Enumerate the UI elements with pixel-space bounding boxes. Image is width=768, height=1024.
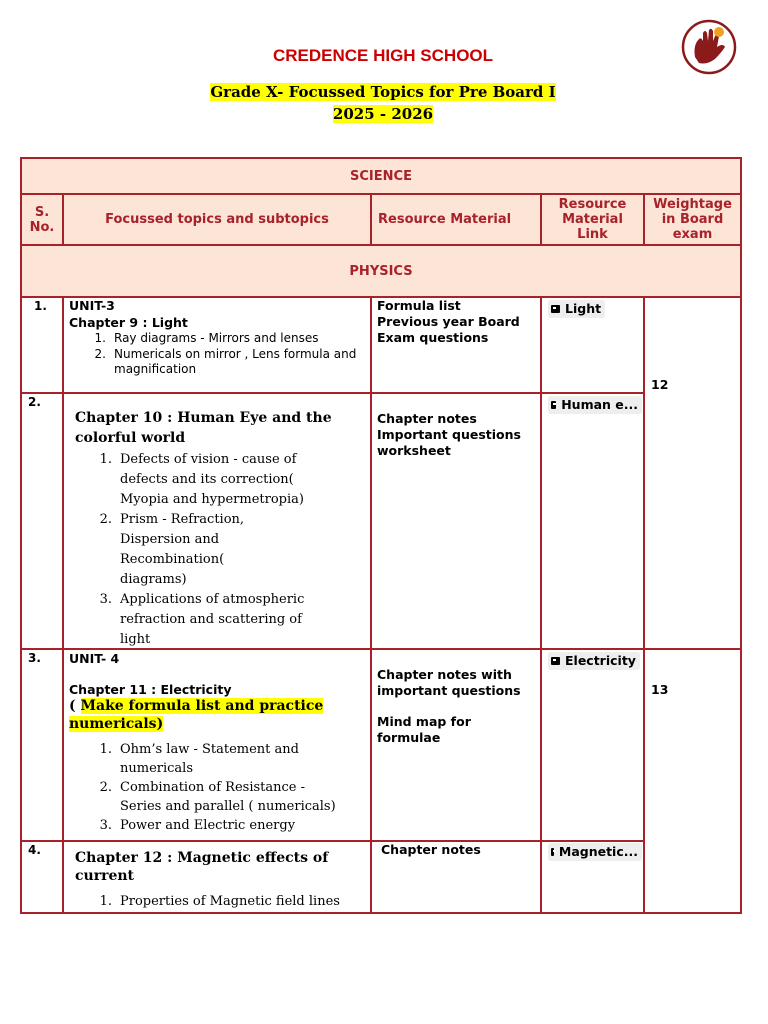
row-3-link-cell (540, 648, 645, 842)
row-1-chapter: Chapter 9 : Light (69, 315, 188, 330)
document-title: Grade X- Focussed Topics for Pre Board I (210, 83, 556, 101)
link-chip-label: Human e... (561, 397, 638, 412)
row-3-topic-list (94, 740, 344, 835)
link-chip-magnetic[interactable] (548, 843, 642, 861)
file-chip-icon (551, 657, 560, 665)
school-name: CREDENCE HIGH SCHOOL (272, 46, 494, 65)
list-item: 1. Ray diagrams - Mirrors and lenses (94, 331, 319, 345)
row-4-chapter: Chapter 12 : Magnetic effects of current (75, 850, 329, 884)
file-chip-icon (551, 305, 560, 313)
link-chip-label: Light (565, 301, 602, 316)
list-item: 1. Ohm’s law - Statement and numericals (99, 742, 299, 776)
row-1-sno: 1. (34, 299, 47, 313)
col-header-topics: Focussed topics and subtopics (62, 193, 372, 246)
col-header-resource: Resource Material (370, 193, 542, 246)
row-1-link-cell (540, 296, 645, 394)
weightage-cell-12 (643, 296, 742, 650)
row-2-chapter: Chapter 10 : Human Eye and the colorful world (75, 410, 332, 446)
row-2-topics-cell (62, 392, 372, 650)
academic-year: 2025 - 2026 (332, 105, 434, 123)
file-chip-icon (551, 848, 554, 856)
row-1-unit: UNIT-3 (69, 298, 115, 313)
col-header-link-label: Resource Material Link (558, 197, 627, 242)
row-3-chapter: Chapter 11 : Electricity (69, 682, 232, 697)
row-2-topic-list (94, 450, 324, 650)
link-chip-human-eye[interactable] (548, 396, 642, 414)
list-item: 2. Combination of Resistance - Series and parallel ( numericals) (99, 780, 336, 814)
subject-header: SCIENCE (20, 157, 742, 195)
row-2-link-cell (540, 392, 645, 650)
row-3-note: ( Make formula list and practice numericals) (69, 698, 324, 732)
link-chip-label: Electricity (565, 653, 636, 668)
row-4-resource: Chapter notes (381, 842, 481, 857)
file-chip-icon (551, 401, 556, 409)
row-4-sno: 4. (28, 843, 41, 857)
link-chip-electricity[interactable] (548, 652, 640, 670)
row-1-sno-cell (20, 296, 64, 394)
col-header-weightage-label: Weightage in Board exam (653, 197, 732, 242)
col-header-sno-label: S. No. (29, 204, 55, 235)
row-1-resource-cell (370, 296, 542, 394)
row-3-resource-cell (370, 648, 542, 842)
weightage-cell-13 (643, 648, 742, 914)
row-3-sno: 3. (28, 651, 41, 665)
weightage-value: 13 (651, 682, 669, 697)
link-chip-label: Magnetic... (558, 844, 638, 859)
list-item: 3. Applications of atmospheric refraction and scattering of light (99, 592, 305, 647)
section-header-physics: PHYSICS (20, 244, 742, 298)
list-item: 2. Numericals on mirror , Lens formula and magnification (94, 346, 357, 376)
row-3-resource: Chapter notes with important questions Mind map for formulae (377, 667, 521, 745)
row-4-topics-cell (62, 840, 372, 914)
row-1-topic-list (90, 331, 360, 378)
col-header-sno (20, 193, 64, 246)
school-logo-icon (681, 19, 737, 75)
row-2-sno-cell (20, 392, 64, 650)
list-item: 1. Defects of vision - cause of defects and its correction( Myopia and hypermetropia) (99, 452, 304, 507)
row-2-resource-cell (370, 392, 542, 650)
weightage-value: 12 (651, 377, 669, 392)
row-4-link-cell (540, 840, 645, 914)
link-chip-light[interactable] (548, 300, 605, 318)
row-2-sno: 2. (28, 395, 41, 409)
list-item: 2. Prism - Refraction, Dispersion and Recombination( diagrams) (99, 512, 245, 587)
row-3-sno-cell (20, 648, 64, 842)
row-3-topics-cell (62, 648, 372, 842)
row-4-resource-cell (370, 840, 542, 914)
list-item: 1. Properties of Magnetic field lines (99, 894, 340, 909)
col-header-weightage (643, 193, 742, 246)
col-header-link (540, 193, 645, 246)
list-item: 3. Power and Electric energy (99, 818, 296, 833)
row-4-sno-cell (20, 840, 64, 914)
row-2-resource: Chapter notes Important questions worksheet (377, 411, 521, 458)
row-4-topic-list (94, 892, 354, 912)
row-1-resource: Formula list Previous year Board Exam questions (377, 298, 520, 345)
row-1-topics-cell (62, 296, 372, 394)
row-3-unit: UNIT- 4 (69, 651, 120, 666)
